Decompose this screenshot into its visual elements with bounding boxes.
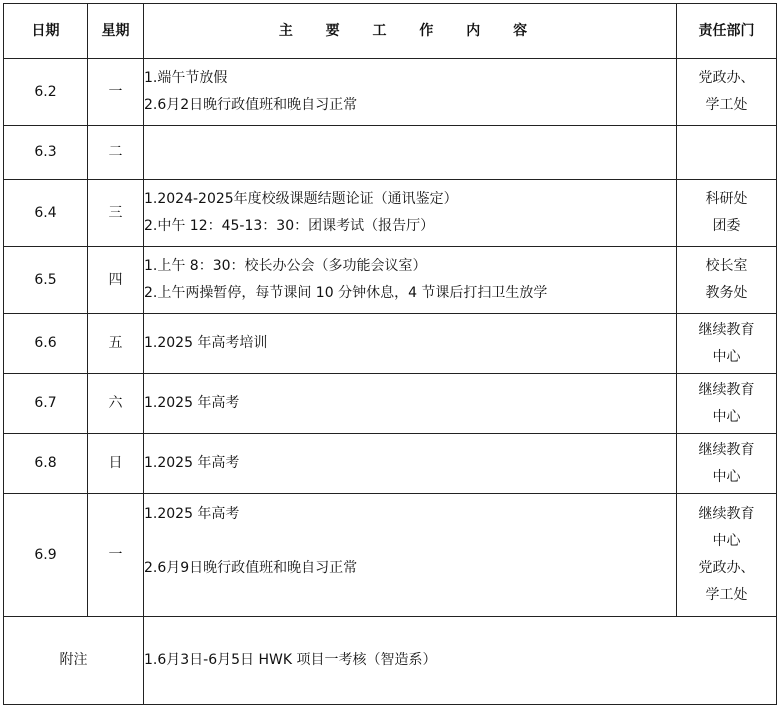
- header-dept: 责任部门: [677, 4, 777, 59]
- dept-line: 中心: [712, 348, 741, 365]
- content-cell: [144, 126, 677, 180]
- date-cell: 6.6: [4, 314, 88, 374]
- date-cell: 6.2: [4, 59, 88, 126]
- content-item: 2.上午两操暂停，每节课间 10 分钟休息，4 节课后打扫卫生放学: [144, 285, 548, 301]
- header-weekday: 星期: [88, 4, 144, 59]
- header-row: [4, 4, 777, 59]
- dept-line: 科研处: [705, 191, 748, 207]
- dept-cell: [677, 126, 777, 180]
- dept-cell: [677, 180, 777, 247]
- date-cell: 6.8: [4, 434, 88, 494]
- dept-cell: [677, 314, 777, 374]
- dept-line: 继续教育: [698, 381, 755, 398]
- content-item: 1.2025 年高考: [144, 506, 240, 522]
- weekly-schedule-table: [3, 3, 777, 705]
- weekday-cell: 一: [88, 494, 144, 617]
- table-row: [4, 374, 777, 434]
- date-cell: 6.9: [4, 494, 88, 617]
- content-item: 1.2025 年高考: [144, 455, 240, 471]
- dept-line: 校长室: [705, 258, 748, 274]
- table-row: [4, 314, 777, 374]
- weekday-cell: 日: [88, 434, 144, 494]
- date-cell: 6.3: [4, 126, 88, 180]
- dept-cell: [677, 494, 777, 617]
- weekday-cell: 四: [88, 247, 144, 314]
- dept-line: 中心: [712, 468, 741, 485]
- table-row: [4, 434, 777, 494]
- content-cell: [144, 247, 677, 314]
- dept-line: 中心: [712, 408, 741, 425]
- content-item: 2.中午 12：45-13：30：团课考试（报告厅）: [144, 218, 435, 234]
- dept-line: 党政办、: [698, 70, 755, 86]
- table-row: [4, 180, 777, 247]
- table-row: [4, 494, 777, 617]
- date-cell: 6.4: [4, 180, 88, 247]
- note-text: 1.6月3日-6月5日 HWK 项目一考核（智造系）: [144, 617, 777, 705]
- weekday-cell: 三: [88, 180, 144, 247]
- dept-cell: [677, 434, 777, 494]
- content-item: 1.上午 8：30：校长办公会（多功能会议室）: [144, 258, 427, 274]
- dept-line: 团委: [712, 218, 741, 234]
- content-cell: [144, 314, 677, 374]
- dept-line: 中心: [712, 533, 741, 549]
- dept-line: 学工处: [705, 587, 748, 603]
- dept-cell: [677, 374, 777, 434]
- content-cell: [144, 494, 677, 617]
- note-label: 附注: [4, 617, 144, 705]
- content-cell: [144, 434, 677, 494]
- weekday-cell: 一: [88, 59, 144, 126]
- dept-line: 教务处: [705, 285, 748, 301]
- header-content: 主 要 工 作 内 容: [144, 4, 677, 59]
- content-item: 1.2025 年高考培训: [144, 335, 268, 351]
- weekday-cell: 六: [88, 374, 144, 434]
- content-cell: [144, 59, 677, 126]
- weekday-cell: 五: [88, 314, 144, 374]
- date-cell: 6.7: [4, 374, 88, 434]
- spacer: [144, 528, 676, 555]
- note-row: [4, 617, 777, 705]
- content-item: 1.端午节放假: [144, 70, 228, 86]
- content-item: 2.6月9日晚行政值班和晚自习正常: [144, 560, 358, 576]
- dept-line: 学工处: [705, 97, 748, 113]
- date-cell: 6.5: [4, 247, 88, 314]
- table-row: [4, 59, 777, 126]
- content-item: 1.2025 年高考: [144, 395, 240, 411]
- dept-line: 党政办、: [698, 560, 755, 576]
- dept-cell: [677, 59, 777, 126]
- content-item: 1.2024-2025年度校级课题结题论证（通讯鉴定）: [144, 191, 458, 207]
- dept-line: 继续教育: [698, 441, 755, 458]
- dept-cell: [677, 247, 777, 314]
- content-item: 2.6月2日晚行政值班和晚自习正常: [144, 97, 358, 113]
- table-row: [4, 247, 777, 314]
- header-date: 日期: [4, 4, 88, 59]
- content-cell: [144, 180, 677, 247]
- table-row: [4, 126, 777, 180]
- spacer: [144, 582, 676, 609]
- dept-line: 继续教育: [698, 321, 755, 338]
- content-cell: [144, 374, 677, 434]
- dept-line: 继续教育: [698, 506, 755, 522]
- weekday-cell: 二: [88, 126, 144, 180]
